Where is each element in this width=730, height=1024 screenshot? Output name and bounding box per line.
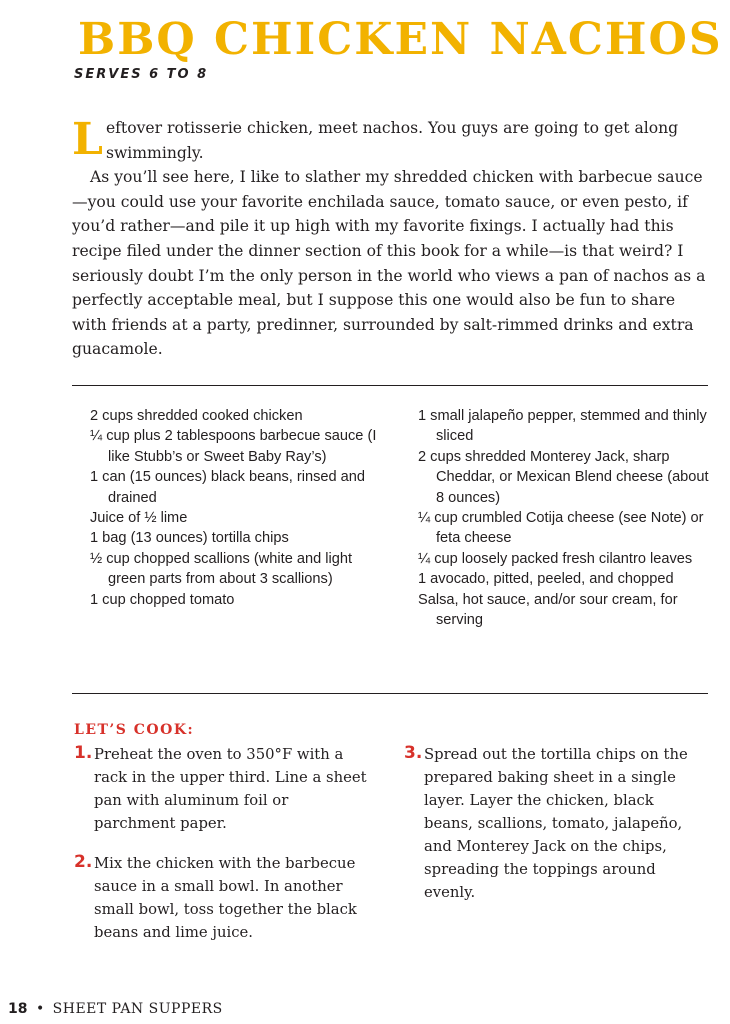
step-number: 2. xyxy=(74,852,93,872)
ingredient-item: Juice of ½ lime xyxy=(90,510,188,527)
step-number: 1. xyxy=(74,743,93,763)
ingredient-item: 1 cup chopped tomato xyxy=(90,591,235,608)
ingredients-column-left xyxy=(90,406,390,610)
footer-bullet: • xyxy=(35,1001,45,1017)
divider-top xyxy=(72,385,708,386)
step-text: Spread out the tortilla chips on the prepared baking sheet in a single layer. Layer the chicken, black beans, scallions, tomato, jalapeño, and Monterey Jack on the chips, spreading the toppings around evenly. xyxy=(424,746,688,901)
ingredient-item: 1 bag (13 ounces) tortilla chips xyxy=(90,530,289,547)
page-footer xyxy=(8,1001,223,1017)
step-text: Preheat the oven to 350°F with a rack in the upper third. Line a sheet pan with aluminum foil or parchment paper. xyxy=(94,746,367,832)
step-number: 3. xyxy=(404,743,423,763)
ingredient-item: 1 small jalapeño pepper, stemmed and thinly sliced xyxy=(418,408,707,445)
ingredient-item: ¼ cup plus 2 tablespoons barbecue sauce (I like Stubb’s or Sweet Baby Ray’s) xyxy=(90,428,377,465)
ingredient-item: 2 cups shredded cooked chicken xyxy=(90,408,303,424)
intro-paragraph-1 xyxy=(72,116,712,165)
intro-text xyxy=(72,116,712,362)
ingredient-item: ¼ cup loosely packed fresh cilantro leaves xyxy=(418,550,693,567)
method-heading: LET’S COOK: xyxy=(74,722,195,738)
method-step xyxy=(74,852,374,944)
recipe-title: BBQ CHICKEN NACHOS xyxy=(78,14,723,65)
book-title: SHEET PAN SUPPERS xyxy=(52,1001,223,1017)
intro-paragraph-2: As you’ll see here, I like to slather my shredded chicken with barbecue sauce—you could use your favorite enchilada sauce, tomato sauce, or even pesto, if you’d rather—and pile it up high with my favorite fixings. I actually had this recipe filed under the dinner section of this book for a while—is that weird? I seriously doubt I’m the only person in the world who views a pan of nachos as a perfectly acceptable meal, but I suppose this one would also be fun to share with friends at a party, predinner, surrounded by salt-rimmed drinks and extra guacamole. xyxy=(72,168,706,359)
method-step xyxy=(404,743,704,904)
ingredient-item: 1 can (15 ounces) black beans, rinsed and drained xyxy=(90,469,366,506)
drop-cap: L xyxy=(72,114,103,165)
step-text: Mix the chicken with the barbecue sauce in a small bowl. In another small bowl, toss together the black beans and lime juice. xyxy=(94,855,357,941)
divider-bottom xyxy=(72,693,708,694)
ingredient-item: ½ cup chopped scallions (white and light green parts from about 3 scallions) xyxy=(90,550,353,588)
page-number: 18 xyxy=(8,1001,28,1017)
ingredient-item: Salsa, hot sauce, and/or sour cream, for serving xyxy=(418,591,678,629)
ingredient-item: 1 avocado, pitted, peeled, and chopped xyxy=(418,571,674,588)
ingredient-item: ¼ cup crumbled Cotija cheese (see Note) or feta cheese xyxy=(418,510,704,547)
intro-paragraph-1-text: eftover rotisserie chicken, meet nachos. You guys are going to get along swimmingly. xyxy=(105,119,679,162)
ingredient-item: 2 cups shredded Monterey Jack, sharp Cheddar, or Mexican Blend cheese (about 8 ounces) xyxy=(418,448,709,506)
serves-label: SERVES 6 TO 8 xyxy=(74,67,209,82)
method-step xyxy=(74,743,374,835)
ingredients-column-right xyxy=(418,406,718,630)
